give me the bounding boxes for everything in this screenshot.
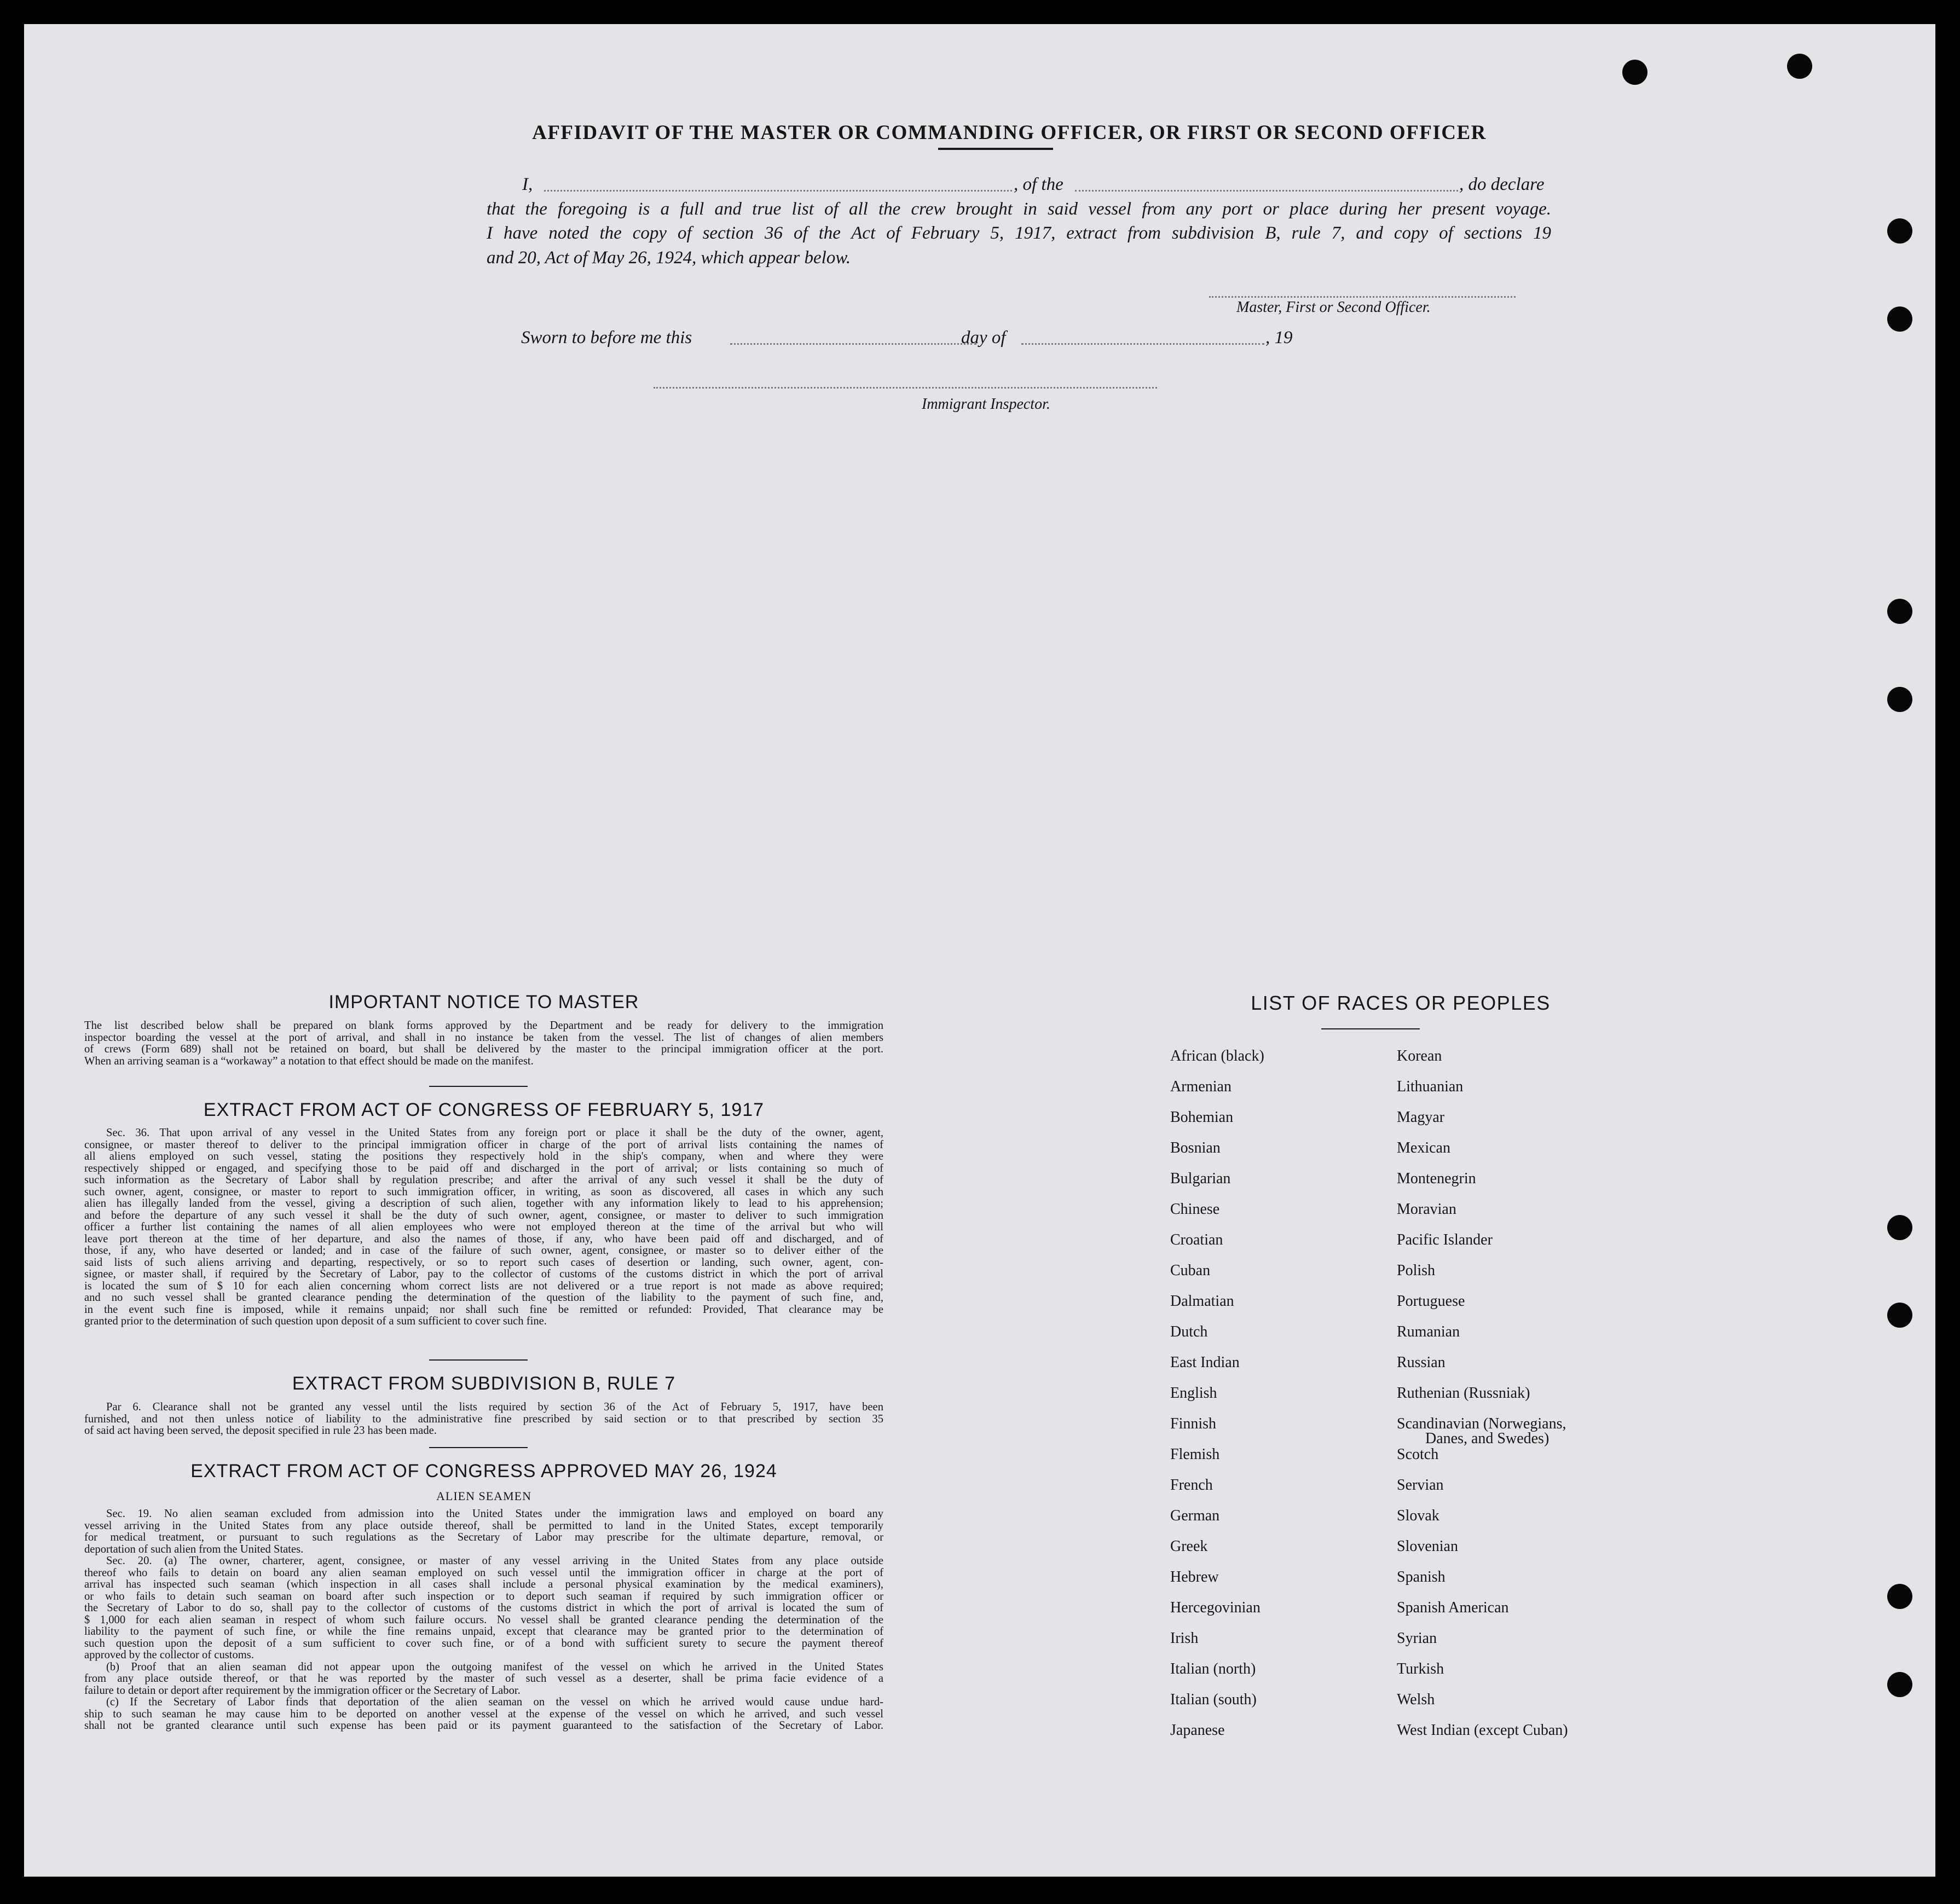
year-label: , 19 — [1265, 328, 1293, 348]
races-title: LIST OF RACES OR PEOPLES — [1251, 992, 1551, 1014]
race-item: Flemish — [1170, 1446, 1220, 1463]
race-item: Bohemian — [1170, 1109, 1234, 1126]
title-rule — [938, 148, 1053, 150]
race-item: French — [1170, 1477, 1213, 1494]
race-item: Cuban — [1170, 1262, 1211, 1279]
race-item: German — [1170, 1507, 1220, 1524]
extract-1924-line: Sec. 20. (a) The owner, charterer, agent, consignee, or master of any vessel arriving in the United States from any place outside — [106, 1555, 883, 1567]
extract-1924-line: $ 1,000 for each alien seaman in respect of whom such failure occurs. No vessel shall be granted clearance pending the determination of the — [84, 1613, 883, 1626]
extract-1924-text — [84, 1508, 883, 1732]
extract-1924-line: arrival has inspected such seaman (which inspection in all cases shall include a personal physical examination by the medical examiners), — [84, 1578, 883, 1590]
race-item: Italian (south) — [1170, 1691, 1257, 1708]
binder-hole — [1887, 306, 1912, 332]
race-item: Dalmatian — [1170, 1293, 1234, 1310]
race-item: Chinese — [1170, 1201, 1220, 1218]
binder-hole — [1887, 1672, 1912, 1697]
notice-title: IMPORTANT NOTICE TO MASTER — [328, 992, 639, 1012]
race-item: Spanish American — [1397, 1599, 1509, 1616]
extract-1917-line: officer a further list containing the names of all alien employees who were not employed thereon at the time of the arrival but who will — [84, 1221, 883, 1233]
section-divider — [429, 1086, 528, 1087]
extract-1917-line: said lists of such aliens arriving and departing, respectively, or so to report such cases of desertion or landing, such owner, agent, con- — [84, 1256, 883, 1269]
race-item: Korean — [1397, 1048, 1442, 1064]
race-item: Scandinavian (Norwegians, — [1397, 1415, 1566, 1432]
extract-1917-line: Sec. 36. That upon arrival of any vessel in the United States from any foreign port or place it shall be the duty of the owner, agent, — [106, 1127, 883, 1139]
race-item: Dutch — [1170, 1323, 1208, 1340]
extract-1917-text — [84, 1127, 883, 1328]
extract-1924-line: such question upon the deposit of a sum sufficient to cover such fine, or of a bond with sufficient surety to secure the payment thereof — [84, 1637, 883, 1650]
race-item: Bulgarian — [1170, 1170, 1231, 1187]
binder-hole — [1887, 599, 1912, 624]
extract-1924-line: from any place outside thereof, or that he was reported by the master of such vessel as a deserter, shall be prima facie evidence of a — [84, 1672, 883, 1685]
affidavit-text-line: I have noted the copy of section 36 of the Act of February 5, 1917, extract from subdivision B, rule 7, and copy of sections 19 — [487, 223, 1551, 243]
race-item: Hercegovinian — [1170, 1599, 1261, 1616]
affidavit-text-line: that the foregoing is a full and true list of all the crew brought in said vessel from any port or place during her present voyage. — [487, 199, 1551, 219]
extract-1924-line: the Secretary of Labor to do so, shall pay to the collector of customs of the customs district in which the port of arrival is located the sum of — [84, 1602, 883, 1614]
race-item: Pacific Islander — [1397, 1231, 1493, 1248]
section-divider — [429, 1447, 528, 1448]
binder-hole — [1787, 54, 1812, 79]
race-item: African (black) — [1170, 1048, 1264, 1064]
extract-1917-line: consignee, or master thereof to deliver to the principal immigration officer in charge of the port of arrival lists containing the names of — [84, 1138, 883, 1151]
extract-1924-line: shall not be granted clearance until such expense has been paid or its payment guaranteed to the satisfaction of the Secretary of Labor. — [84, 1720, 883, 1732]
race-item: Rumanian — [1397, 1323, 1460, 1340]
extract-1924-line: (b) Proof that an alien seaman did not appear upon the outgoing manifest of the vessel on which he arrived in the United States — [106, 1660, 883, 1673]
binder-hole — [1887, 1303, 1912, 1328]
race-item: Russian — [1397, 1354, 1446, 1371]
master-signature-field[interactable] — [1209, 296, 1516, 298]
race-item: Greek — [1170, 1538, 1208, 1555]
binder-hole — [1887, 1215, 1912, 1240]
binder-hole — [1887, 1584, 1912, 1609]
extract-1917-line: is located the sum of $ 10 for each alien concerning whom correct lists are not delivered or a true report is not made as above required; — [84, 1280, 883, 1292]
race-item: Montenegrin — [1397, 1170, 1476, 1187]
extract-1924-line: failure to detain or deport after requirement by the immigration officer or the Secretary of Labor. — [84, 1684, 521, 1697]
extract-1924-line: approved by the collector of customs. — [84, 1649, 254, 1661]
declarant-name-field[interactable] — [544, 190, 1012, 192]
extract-1924-line: deportation of such alien from the United States. — [84, 1543, 304, 1555]
race-item: Slovenian — [1397, 1538, 1458, 1555]
alien-seamen-subtitle: ALIEN SEAMEN — [436, 1489, 531, 1503]
extract-1924-line: ship to such seaman he may cause him to be deported on another vessel at the expense of the vessel on which he arrived, and such vessel — [84, 1708, 883, 1720]
day-of-label: day of — [961, 328, 1006, 348]
race-item: Finnish — [1170, 1415, 1217, 1432]
extract-1917-line: and no such vessel shall be granted clearance pending the determination of the question of the liability to the payment of such fine, and, — [84, 1292, 883, 1304]
race-item-continuation: Danes, and Swedes) — [1425, 1430, 1550, 1447]
extract-1917-line: granted prior to the determination of such question upon deposit of a sum sufficient to cover such fine. — [84, 1315, 547, 1327]
race-item: Croatian — [1170, 1231, 1223, 1248]
extract-1924-line: for medical treatment, or pursuant to such regulations as the Secretary of Labor may prescribe for the ultimate departure, removal, or — [84, 1531, 883, 1543]
extract-1924-line: or who fails to detain such seaman on board after such inspection or to deport such seaman if required by such immigration officer or — [84, 1590, 883, 1602]
extract-1917-line: signee, or master shall, if required by the Secretary of Labor, pay to the collector of customs of the customs district in which the port of arrival — [84, 1268, 883, 1280]
binder-hole — [1887, 218, 1912, 244]
race-item: Servian — [1397, 1477, 1444, 1494]
race-item: Welsh — [1397, 1691, 1435, 1708]
vessel-label: , of the — [1014, 175, 1063, 194]
races-title-rule — [1321, 1028, 1420, 1029]
extract-1917-line: respectively shipped or engaged, and specifying those to be paid off and discharged in the port of arrival; or lists containing so much of — [84, 1162, 883, 1174]
inspector-signature-field[interactable] — [654, 387, 1157, 389]
master-signature-label: Master, First or Second Officer. — [1236, 299, 1431, 316]
notice-line: When an arriving seaman is a “workaway” a notation to that effect should be made on the manifest. — [84, 1055, 534, 1067]
extract-1924-line: vessel arriving in the United States from any place outside thereof, shall be permitted to land in the United States, except temporarily — [84, 1519, 883, 1532]
race-item: Hebrew — [1170, 1569, 1219, 1585]
extract-1917-line: alien has illegally landed from the vessel, giving a description of such alien, together with any information likely to lead to his apprehension; — [84, 1197, 883, 1209]
extract-1924-title: EXTRACT FROM ACT OF CONGRESS APPROVED MAY 26, 1924 — [190, 1461, 777, 1481]
inspector-label: Immigrant Inspector. — [922, 396, 1050, 413]
race-item: Portuguese — [1397, 1293, 1465, 1310]
declare-label: , do declare — [1459, 175, 1545, 194]
extract-1924-line: thereof who fails to detain on board any alien seaman employed on such vessel until the immigration officer in charge at the port of — [84, 1566, 883, 1579]
race-item: English — [1170, 1385, 1217, 1402]
race-item: Polish — [1397, 1262, 1436, 1279]
notice-text — [84, 1020, 883, 1067]
extract-1917-line: in the event such fine is imposed, while it remains unpaid; nor shall such fine be remitted or refunded: Provided, That clearance may be — [84, 1303, 883, 1316]
form-page — [24, 24, 1935, 1877]
race-item: Ruthenian (Russniak) — [1397, 1385, 1530, 1402]
race-item: Italian (north) — [1170, 1660, 1256, 1677]
extract-rule7-line: furnished, and not then unless notice of liability to the administrative fine prescribed by said section or to that prescribed by section 35 — [84, 1413, 883, 1425]
notice-line: inspector boarding the vessel at the port of arrival, and shall in no instance be taken from the vessel. The list of changes of alien members — [84, 1031, 883, 1044]
extract-1924-line: (c) If the Secretary of Labor finds that deportation of the alien seaman on the vessel on which he arrived would cause undue hard- — [106, 1696, 883, 1708]
extract-1917-line: all aliens employed on such vessel, stating the positions they respectively hold in the ship's company, when and where they were — [84, 1150, 883, 1162]
race-item: Armenian — [1170, 1078, 1231, 1095]
extract-1924-line: Sec. 19. No alien seaman excluded from admission into the United States under the immigration laws and employed on board any — [106, 1508, 883, 1520]
race-item: Scotch — [1397, 1446, 1439, 1463]
extract-1917-line: such information as the Secretary of Labor shall by regulation prescribe; and after the arrival of any such vessel it shall be the duty of — [84, 1174, 883, 1186]
sworn-day-field[interactable] — [730, 343, 976, 345]
extract-1917-line: leave port thereon at the time of her departure, and also the names of those, if any, who have been paid off and discharged, and of — [84, 1232, 883, 1245]
race-item: Irish — [1170, 1630, 1199, 1647]
declarant-label: I, — [522, 175, 533, 194]
race-item: East Indian — [1170, 1354, 1240, 1371]
sworn-month-field[interactable] — [1021, 343, 1264, 345]
race-item: Moravian — [1397, 1201, 1456, 1218]
extract-1924-line: liability to the payment of such fine, or while the fine remains unpaid, except that clearance may be granted prior to the determination of — [84, 1625, 883, 1637]
extract-1917-line: such owner, agent, consignee, or master to report to such immigration officer, in writing, as soon as discovered, all cases in which any such — [84, 1185, 883, 1198]
extract-rule7-line: of said act having been served, the deposit specified in rule 23 has been made. — [84, 1425, 437, 1437]
extract-1917-line: those, if any, who have deserted or landed; and in case of the failure of such owner, agent, consignee, or master so to deliver either of the — [84, 1245, 883, 1257]
race-item: Mexican — [1397, 1139, 1450, 1156]
binder-hole — [1887, 687, 1912, 712]
extract-rule7-line: Par 6. Clearance shall not be granted any vessel until the lists required by section 36 of the Act of February 5, 1917, have been — [106, 1401, 883, 1413]
extract-1917-line: and before the departure of any such vessel it shall be the duty of such owner, agent, consignee, or master to deliver to such immigration — [84, 1209, 883, 1222]
notice-line: of crews (Form 689) shall not be retained on board, but shall be delivered by the master to the principal immigration officer at the port. — [84, 1043, 883, 1055]
race-item: Spanish — [1397, 1569, 1446, 1585]
section-divider — [429, 1359, 528, 1361]
extract-rule7-text — [84, 1402, 883, 1437]
vessel-name-field[interactable] — [1075, 190, 1458, 192]
race-item: Lithuanian — [1397, 1078, 1464, 1095]
race-item: Syrian — [1397, 1630, 1437, 1647]
extract-rule7-title: EXTRACT FROM SUBDIVISION B, RULE 7 — [292, 1373, 676, 1394]
notice-line: The list described below shall be prepared on blank forms approved by the Department and be ready for delivery to the immigration — [84, 1020, 883, 1032]
affidavit-text-line: and 20, Act of May 26, 1924, which appear below. — [487, 248, 851, 268]
race-item: Japanese — [1170, 1722, 1225, 1739]
race-item: Magyar — [1397, 1109, 1445, 1126]
race-item: Slovak — [1397, 1507, 1439, 1524]
binder-hole — [1622, 60, 1647, 85]
affidavit-title: AFFIDAVIT OF THE MASTER OR COMMANDING OFFICER, OR FIRST OR SECOND OFFICER — [532, 121, 1487, 144]
race-item: West Indian (except Cuban) — [1397, 1722, 1568, 1739]
race-item: Turkish — [1397, 1660, 1444, 1677]
race-item: Bosnian — [1170, 1139, 1221, 1156]
sworn-label: Sworn to before me this — [521, 328, 692, 348]
extract-1917-title: EXTRACT FROM ACT OF CONGRESS OF FEBRUARY 5, 1917 — [203, 1099, 765, 1120]
